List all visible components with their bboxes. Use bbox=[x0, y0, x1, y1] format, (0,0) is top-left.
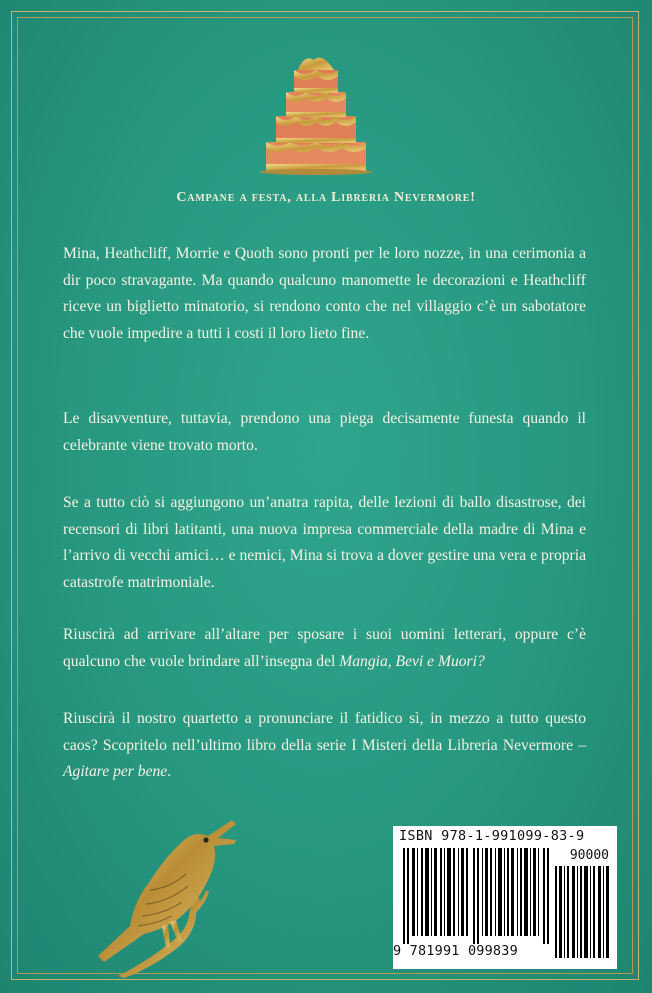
paragraph-text: Mina, Heathcliff, Morrie e Quoth sono pronti per le loro nozze, in una cerimonia a dir poco stravagante. Ma quando qualcuno manomette le decorazioni e Heathcliff riceve un biglietto minatorio, si rendono conto che nel villaggio c’è un sabotatore che vuole impedire a tutti i costi il loro lieto fine. bbox=[63, 245, 586, 342]
paragraph-text: Se a tutto ciò si aggiungono un’anatra rapita, delle lezioni di ballo disastrose, dei recensori di libri latitanti, una nuova impresa commerciale della madre di Mina e l’arrivo di vecchi amici… e nemici, Mina si trova a dover gestire una vera e propria catastrofe matrimoniale. bbox=[63, 494, 586, 591]
isbn-barcode bbox=[393, 826, 617, 969]
paragraph-text: Le disavventure, tuttavia, prendono una piega decisamente funesta quando il celebrante viene trovato morto. bbox=[63, 410, 586, 454]
barcode-bars bbox=[403, 848, 549, 944]
tagline-heading: Campane a festa, alla Libreria Nevermore! bbox=[176, 190, 476, 205]
isbn-label: ISBN 978-1-991099-83-9 bbox=[399, 828, 585, 844]
paragraph-tail: . bbox=[167, 763, 172, 780]
crow-icon bbox=[90, 810, 238, 978]
italic-book-title: Agitare per bene bbox=[63, 763, 168, 780]
paragraph-text: Riuscirà il nostro quartetto a pronunciare il fatidico sì, in mezzo a tutto questo caos? Scopritelo nell’ultimo libro della serie I Misteri della Libreria Nevermore – bbox=[63, 710, 586, 754]
addon-barcode-bars bbox=[555, 866, 609, 958]
blurb-paragraph-3 bbox=[63, 490, 586, 596]
blurb-paragraph-5 bbox=[63, 706, 586, 786]
blurb-paragraph-4 bbox=[63, 622, 586, 675]
blurb-paragraph-2 bbox=[63, 406, 586, 459]
blurb-paragraph-1 bbox=[63, 241, 586, 347]
wedding-cake-illustration bbox=[258, 50, 374, 175]
price-code: 90000 bbox=[569, 848, 609, 863]
ean-digits: 9 781991 099839 bbox=[393, 943, 518, 959]
italic-title: Mangia, Bevi e Muori? bbox=[339, 652, 485, 670]
paragraph-text: Riuscirà ad arrivare all’altare per sposare i suoi uomini letterari, oppure c’è qualcuno che vuole brindare all’insegna del bbox=[63, 626, 586, 670]
